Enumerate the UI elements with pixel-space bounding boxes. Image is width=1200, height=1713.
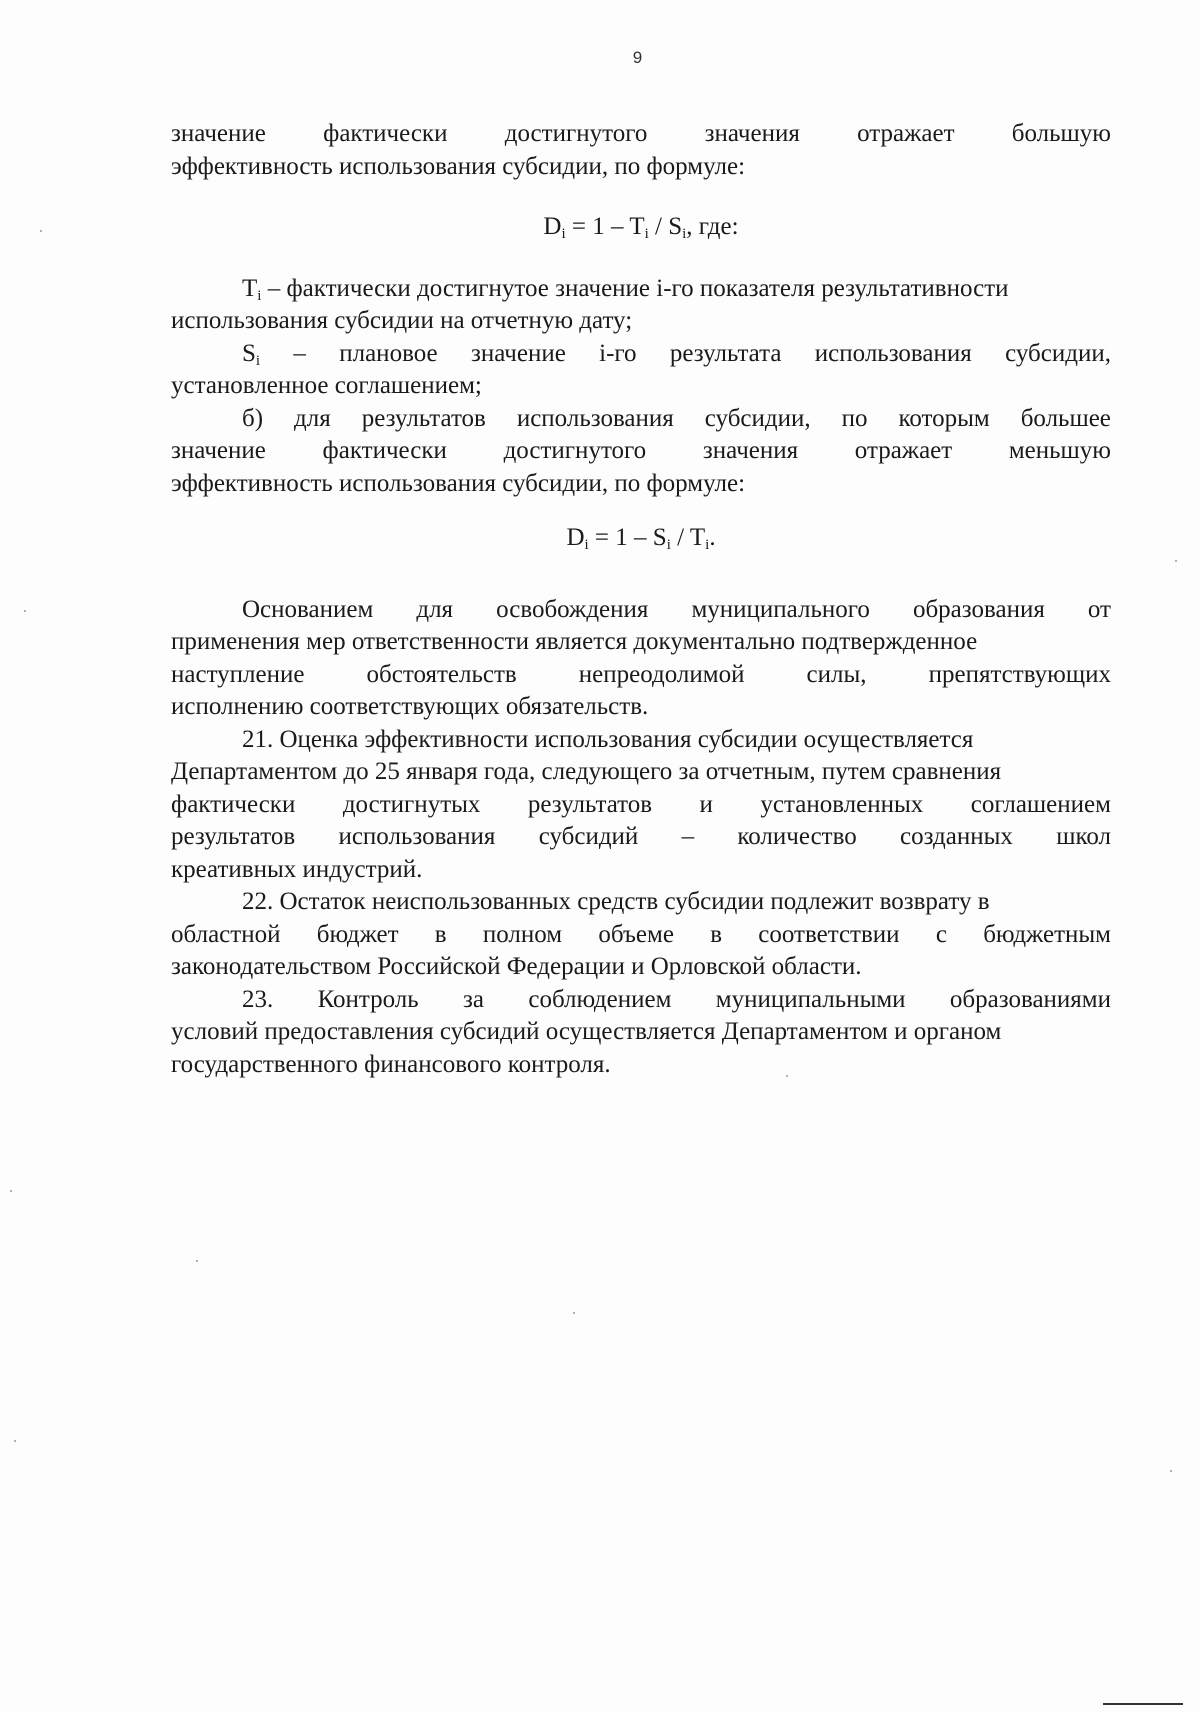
text-line: эффективность использования субсидии, по формуле: [171, 152, 746, 180]
formula-subscript: i [682, 226, 687, 242]
word: результатов [527, 790, 653, 818]
document-body [171, 118, 1111, 1081]
text-line [171, 273, 1111, 306]
formula-operator: / [648, 213, 669, 240]
word: фактически [171, 790, 296, 818]
paragraph-21 [171, 724, 1111, 887]
word: созданных [900, 823, 1013, 850]
word: в [710, 920, 723, 948]
word: по [841, 404, 868, 432]
text-line: установленное соглашением; [171, 372, 482, 399]
formula-subscript: i [561, 226, 566, 242]
word: – [681, 823, 695, 850]
formula-symbol-s: S [652, 524, 667, 551]
word: силы, [806, 660, 867, 688]
word: результатов [171, 823, 296, 850]
definition-subscript: i [255, 352, 261, 369]
text-line: эффективность использования субсидии, по формуле: [171, 469, 746, 497]
bottom-edge-rule [1103, 1703, 1183, 1705]
word: фактически [323, 120, 448, 147]
word: результата [669, 339, 782, 367]
word: использования [338, 823, 496, 850]
word: фактически [322, 437, 447, 464]
formula-symbol-s: S [668, 213, 683, 240]
word: непреодолимой [578, 660, 745, 688]
word: субсидии, [1005, 339, 1111, 367]
justified-line [171, 594, 1111, 627]
word: соответствии [758, 920, 900, 948]
word: муниципального [691, 595, 870, 623]
paragraph-b [171, 403, 1111, 501]
scan-speck [1170, 1470, 1172, 1472]
text-line: исполнению соответствующих обязательств. [171, 693, 649, 720]
definition-s [171, 338, 1111, 403]
scan-speck [24, 610, 26, 612]
word: для [294, 404, 331, 432]
formula-operator: = 1 – [588, 524, 653, 551]
scan-speck [40, 230, 42, 232]
scan-speck [10, 1190, 12, 1192]
word: отражает [857, 120, 955, 147]
definition-symbol: T [242, 274, 258, 302]
word: значение [171, 120, 266, 147]
text-line: условий предоставления субсидий осуществляется Департаментом и органом [171, 1018, 1002, 1045]
text-line: 21. Оценка эффективности использования субсидии осуществляется [242, 725, 974, 753]
word: которым [898, 404, 990, 432]
definition-symbol: S [242, 339, 256, 367]
word: i-го [599, 339, 637, 367]
text-line: креативных индустрий. [171, 855, 423, 883]
formula-symbol-t: T [689, 524, 706, 551]
word: областной [171, 920, 281, 948]
word: Контроль [317, 985, 419, 1013]
text-line: использования субсидии на отчетную дату; [171, 307, 633, 334]
definition-symbol-group [242, 338, 260, 371]
word: за [463, 985, 485, 1013]
word: б) [242, 404, 264, 432]
formula-symbol-d: D [543, 213, 562, 240]
formula-symbol-d: D [566, 524, 585, 551]
word: соблюдением [528, 985, 672, 1013]
scan-speck [786, 1075, 788, 1077]
justified-line [171, 659, 1111, 692]
text-line: применения мер ответственности является документально подтвержденное [171, 628, 978, 655]
word: наступление [171, 660, 305, 688]
word: достигнутого [504, 120, 648, 147]
word: с [935, 920, 947, 948]
formula-operator: = 1 – [565, 213, 630, 240]
formula-direct [171, 211, 1111, 244]
justified-line [171, 435, 1111, 468]
word: освобождения [496, 595, 649, 623]
justified-line [171, 403, 1111, 436]
text-line: 22. Остаток неиспользованных средств субсидии подлежит возврату в [242, 888, 990, 915]
word: количество [737, 823, 857, 850]
paragraph-basis [171, 594, 1111, 724]
formula-operator: / [670, 524, 690, 551]
word: значения [702, 437, 799, 464]
word: образования [912, 595, 1045, 623]
word: в [434, 920, 447, 948]
formula-inverse [171, 522, 1111, 555]
text-line: Департаментом до 25 января года, следующего за отчетным, путем сравнения [171, 758, 1002, 785]
word: соглашением [970, 790, 1111, 818]
definition-t [171, 273, 1111, 338]
formula-subscript: i [705, 537, 710, 553]
text-line: государственного финансового контроля. [171, 1050, 611, 1078]
formula-symbol-t: T [629, 213, 645, 240]
word: полном [482, 920, 563, 948]
word: обстоятельств [366, 660, 517, 688]
word: отражает [854, 437, 953, 464]
word: использования [814, 339, 972, 367]
word: меньшую [1008, 437, 1111, 464]
justified-line [171, 118, 1111, 151]
word: достигнутых [342, 790, 481, 818]
formula-subscript: i [666, 537, 671, 553]
word: использования [516, 404, 674, 432]
word: школ [1056, 823, 1111, 850]
scan-speck [196, 1260, 198, 1262]
scan-speck [1175, 560, 1177, 562]
word: большее [1020, 404, 1111, 432]
word: большую [1011, 120, 1111, 147]
formula-tail: . [709, 524, 716, 551]
scan-speck [573, 1312, 575, 1314]
definition-text: – фактически достигнутое значение i-го показателя результативности [261, 274, 1009, 302]
word: бюджет [316, 920, 399, 948]
word: для [416, 595, 454, 623]
word: значение [470, 339, 566, 367]
word: образованиями [949, 985, 1111, 1013]
page-number: 9 [632, 48, 643, 67]
justified-line [171, 338, 1111, 371]
word: субсидии, [704, 404, 811, 432]
text-line: законодательством Российской Федерации и Орловской области. [171, 953, 862, 980]
justified-line [171, 789, 1111, 822]
word: результатов [361, 404, 486, 432]
word: объеме [598, 920, 674, 948]
definition-subscript: i [257, 287, 262, 304]
word: Основанием [242, 595, 374, 623]
word: значение [171, 437, 266, 464]
word: препятствующих [928, 660, 1111, 688]
word: значения [704, 120, 800, 147]
word: плановое [339, 339, 438, 367]
paragraph-23 [171, 984, 1111, 1082]
formula-subscript: i [584, 537, 589, 553]
word: 23. [242, 985, 274, 1013]
word: муниципальными [715, 985, 906, 1013]
word: установленных [760, 790, 924, 818]
word: от [1087, 595, 1111, 623]
justified-line [171, 984, 1111, 1017]
formula-subscript: i [644, 226, 649, 242]
scan-speck [14, 1440, 16, 1442]
paragraph-continuation [171, 118, 1111, 183]
justified-line [171, 821, 1111, 854]
word: субсидий [538, 823, 639, 850]
word: – [293, 339, 306, 367]
word: достигнутого [503, 437, 647, 464]
formula-tail: , где: [686, 213, 739, 240]
paragraph-22 [171, 886, 1111, 984]
word: и [699, 790, 713, 818]
word: бюджетным [983, 920, 1111, 948]
justified-line [171, 919, 1111, 952]
